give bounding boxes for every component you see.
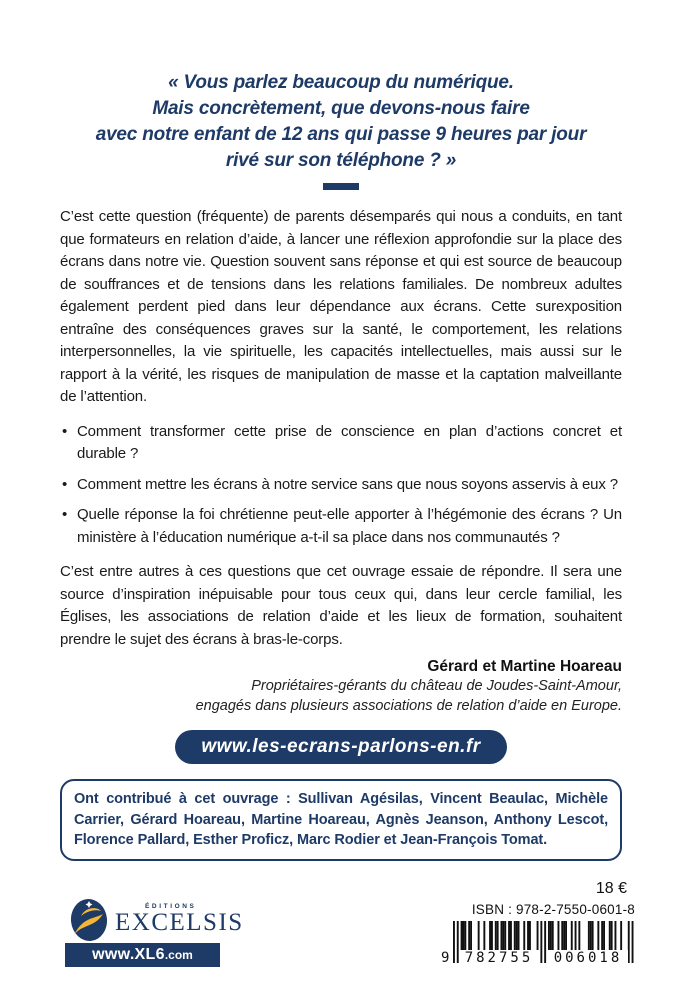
list-item: • Comment mettre les écrans à notre service sans que nous soyons asservis à eux ? <box>60 474 622 497</box>
barcode-lead-digit: 9 <box>441 950 450 966</box>
quote-line: « Vous parlez beaucoup du numérique. <box>168 72 514 93</box>
website-pill-row <box>60 730 622 764</box>
barcode-digit-group: 782755 <box>459 950 539 967</box>
synopsis-paragraph-1: C’est cette question (fréquente) de parents désemparés qui nous a conduits, en tant que formateurs en relation d’aide, à lancer une réflexion approfondie sur la place des écrans dans notre vie. Question souvent sans réponse et qui est source de beaucoup de souffrances et de tensions dans les relations familiales. De nombreux adultes également perdent pied dans leur dépendance aux écrans. Cette surexposition entraîne des conséquences graves sur la santé, le comportement, les relations interpersonnelles, la vie spirituelle, les capacités intellectuelles, mais aussi sur le rapport à la vérité, les risques de manipulation de masse et la captation malveillante de l’attention. <box>60 208 622 405</box>
synopsis <box>60 206 622 861</box>
authors-signature <box>60 656 622 716</box>
quote-line: rivé sur son téléphone ? » <box>225 150 457 171</box>
authors-role-line: engagés dans plusieurs associations de relation d’aide en Europe. <box>195 697 622 714</box>
synopsis-paragraph-2: C’est entre autres à ces questions que cet ouvrage essaie de répondre. Il sera une source d’inspiration inépuisable pour tous ceux qui, dans leur cercle familial, les Églises, les associations de relation d’aide et les lieux de formation, souhaitent prendre le sujet des écrans à bras-le-corps. <box>60 563 622 648</box>
barcode <box>441 921 635 969</box>
quote-block <box>40 70 642 174</box>
footer <box>0 878 682 1000</box>
list-item: • Comment transformer cette prise de conscience en plan d’actions concret et durable ? <box>60 421 622 466</box>
publisher-logo <box>65 890 295 945</box>
divider <box>323 183 359 190</box>
purchase-info <box>441 880 635 969</box>
authors-role-line: Propriétaires-gérants du château de Joudes-Saint-Amour, <box>251 678 622 694</box>
authors-names: Gérard et Martine Hoareau <box>427 658 622 675</box>
publisher-website-url: www.XL6 <box>92 946 165 963</box>
quote-line: Mais concrètement, que devons-nous faire <box>152 98 530 119</box>
barcode-digit-group: 006018 <box>548 950 628 967</box>
publisher-website-banner <box>65 943 220 967</box>
quote-line: avec notre enfant de 12 ans qui passe 9 heures par jour <box>95 124 587 145</box>
publisher-name: EXCELSIS <box>115 909 244 936</box>
isbn-label: ISBN : 978-2-7550-0601-8 <box>471 902 635 917</box>
editions-label: ÉDITIONS <box>145 903 197 910</box>
publisher-website-tld: .com <box>164 948 193 962</box>
list-item: • Quelle réponse la foi chrétienne peut-elle apporter à l’hégémonie des écrans ? Un ministère à l’éducation numérique a-t-il sa place dans nos communautés ? <box>60 504 622 549</box>
contributors-box <box>60 779 622 861</box>
excelsis-logo-icon <box>70 898 108 942</box>
question-list <box>60 421 622 550</box>
contributors-text: Ont contribué à cet ouvrage : Sullivan Agésilas, Vincent Beaulac, Michèle Carrier, Gérard Hoareau, Martine Hoareau, Agnès Jeanson, Anthony Lescot, Florence Pallard, Esther Proficz, Marc Rodier et Jean-François Tomat. <box>74 791 608 848</box>
book-website-pill: www.les-ecrans-parlons-en.fr <box>175 730 506 764</box>
price-label: 18 € <box>595 880 627 897</box>
